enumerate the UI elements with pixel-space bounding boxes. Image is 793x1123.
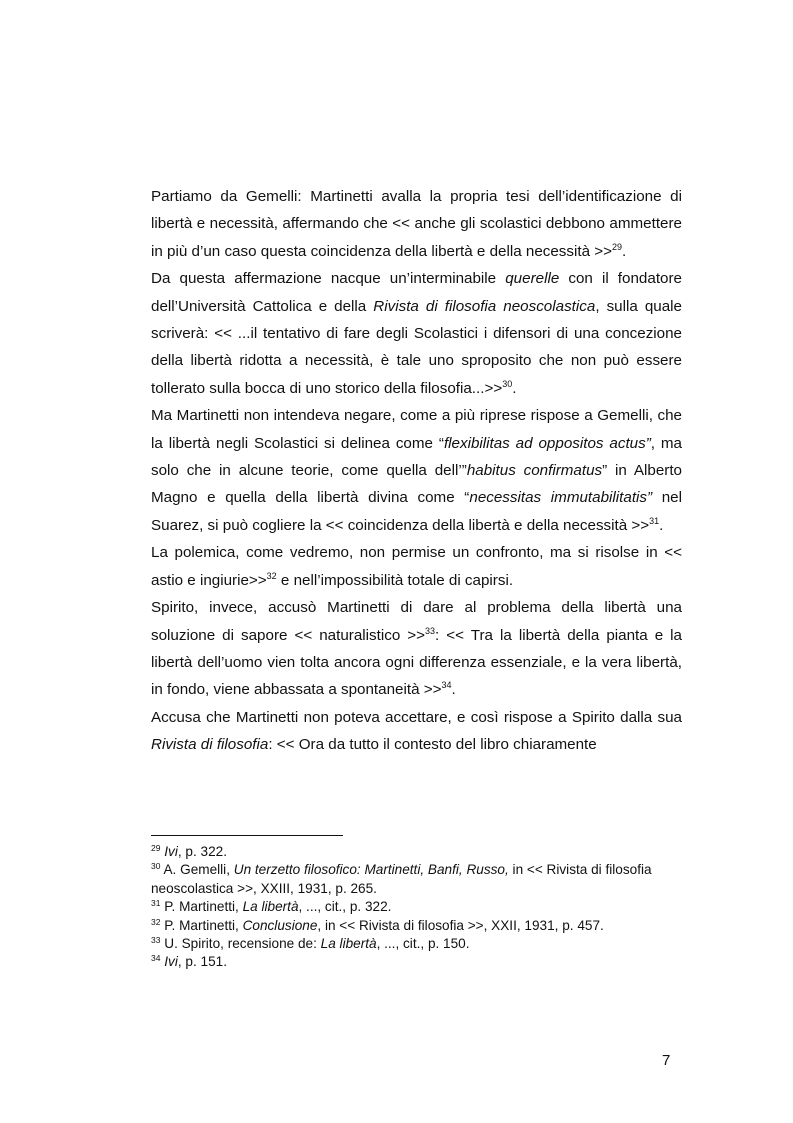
text-run: : << Ora da tutto il contesto del libro chiaramente	[268, 736, 597, 754]
text-run: , p. 151.	[177, 954, 227, 970]
text-run: , ..., cit., p. 322.	[298, 899, 392, 915]
text-run: .	[622, 242, 627, 260]
text-run: Partiamo da Gemelli: Martinetti avalla la propria tesi dell’identificazione di libertà e necessità, affermando che << anche gli scolastici debbono ammettere in più d’un caso questa coincidenza della libertà e della necessità >>	[151, 188, 682, 260]
body-text	[151, 183, 682, 759]
text-run: , ..., cit., p. 150.	[376, 936, 470, 952]
italic-text: La libertà	[242, 899, 299, 915]
text-run: A. Gemelli,	[160, 862, 234, 878]
text-run: .	[451, 681, 456, 699]
text-run: U. Spirito, recensione de:	[160, 936, 321, 952]
italic-text: Conclusione	[242, 917, 318, 933]
text-run: , sulla quale scriverà: << ...il tentativo di fare degli Scolastici i difensori di una concezione della libertà ridotta a necessità, è tale uno sproposito che non può essere tollerato sulla bocca di uno storico della filosofia...>>	[151, 297, 682, 397]
text-run: e nell’impossibilità totale di capirsi.	[276, 571, 514, 589]
text-run: .	[512, 379, 517, 397]
text-run: La polemica, come vedremo, non permise un confronto, ma si risolse in << astio e ingiurie>>	[151, 544, 682, 589]
text-run: ” in Alberto Magno e quella della libertà divina come “	[151, 462, 682, 507]
text-run: P. Martinetti,	[160, 917, 243, 933]
paragraph	[151, 594, 682, 704]
text-run: , ma solo che in alcune teorie, come quella dell’”	[151, 434, 682, 480]
text-run: Spirito, invece, accusò Martinetti di dare al problema della libertà una soluzione di sapore << naturalistico >>	[151, 599, 682, 644]
footnote	[151, 935, 682, 953]
italic-text: flexibilitas ad oppositos actus”	[443, 434, 651, 452]
text-run: nel Suarez, si può cogliere la << coincidenza della libertà e della necessità >>	[151, 489, 682, 534]
text-run: , p. 322.	[177, 844, 227, 859]
footnote-separator	[151, 835, 343, 836]
italic-text: Rivista di filosofia	[151, 736, 269, 754]
footnote-number: 34	[151, 953, 161, 964]
text-run: con il fondatore dell’Università Cattolica e della	[151, 270, 682, 315]
paragraph	[151, 402, 682, 539]
footnote	[151, 861, 682, 898]
footnote-number: 33	[151, 935, 161, 946]
italic-text: Ivi	[164, 844, 178, 859]
text-run: Da questa affermazione nacque un’interminabile	[151, 270, 506, 288]
footnote-reference: 32	[266, 570, 277, 581]
italic-text: habitus confirmatus	[466, 462, 603, 480]
text-run: Ma Martinetti non intendeva negare, come a più riprese rispose a Gemelli, che la libertà negli Scolastici si delinea come “	[151, 407, 682, 452]
footnote-reference: 29	[612, 241, 623, 252]
footnotes	[151, 843, 682, 972]
footnote	[151, 898, 682, 916]
footnote	[151, 843, 682, 861]
footnote-reference: 33	[425, 625, 436, 636]
paragraph	[151, 539, 682, 594]
footnote-reference: 30	[502, 378, 513, 389]
page-number: 7	[662, 1052, 671, 1069]
italic-text: necessitas immutabilitatis”	[469, 489, 653, 507]
footnote-number: 30	[151, 861, 161, 872]
paragraph	[151, 265, 682, 402]
italic-text: querelle	[505, 270, 560, 288]
footnote-number: 32	[151, 916, 161, 927]
footnote-reference: 31	[649, 515, 660, 526]
footnote-number: 29	[151, 843, 161, 853]
footnote	[151, 953, 682, 971]
paragraph	[151, 183, 682, 265]
italic-text: Un terzetto filosofico: Martinetti, Banfi, Russo,	[233, 862, 509, 878]
footnote-reference: 34	[441, 680, 452, 691]
text-run: in << Rivista di filosofia neoscolastica >>, XXIII, 1931, p. 265.	[151, 862, 652, 896]
italic-text: La libertà	[320, 936, 377, 952]
text-run: .	[659, 516, 664, 534]
footnote-number: 31	[151, 898, 161, 909]
italic-text: Rivista di filosofia neoscolastica	[373, 297, 596, 315]
text-run: , in << Rivista di filosofia >>, XXII, 1931, p. 457.	[317, 917, 604, 933]
footnote	[151, 917, 682, 935]
text-run: Accusa che Martinetti non poteva accettare, e così rispose a Spirito dalla sua	[151, 708, 682, 726]
text-run: P. Martinetti,	[160, 899, 243, 915]
text-run: : << Tra la libertà della pianta e la libertà dell’uomo vien tolta ancora ogni differenza essenziale, e la vera libertà, in fondo, viene abbassata a spontaneità >>	[151, 626, 682, 699]
paragraph	[151, 704, 682, 759]
italic-text: Ivi	[164, 954, 178, 970]
